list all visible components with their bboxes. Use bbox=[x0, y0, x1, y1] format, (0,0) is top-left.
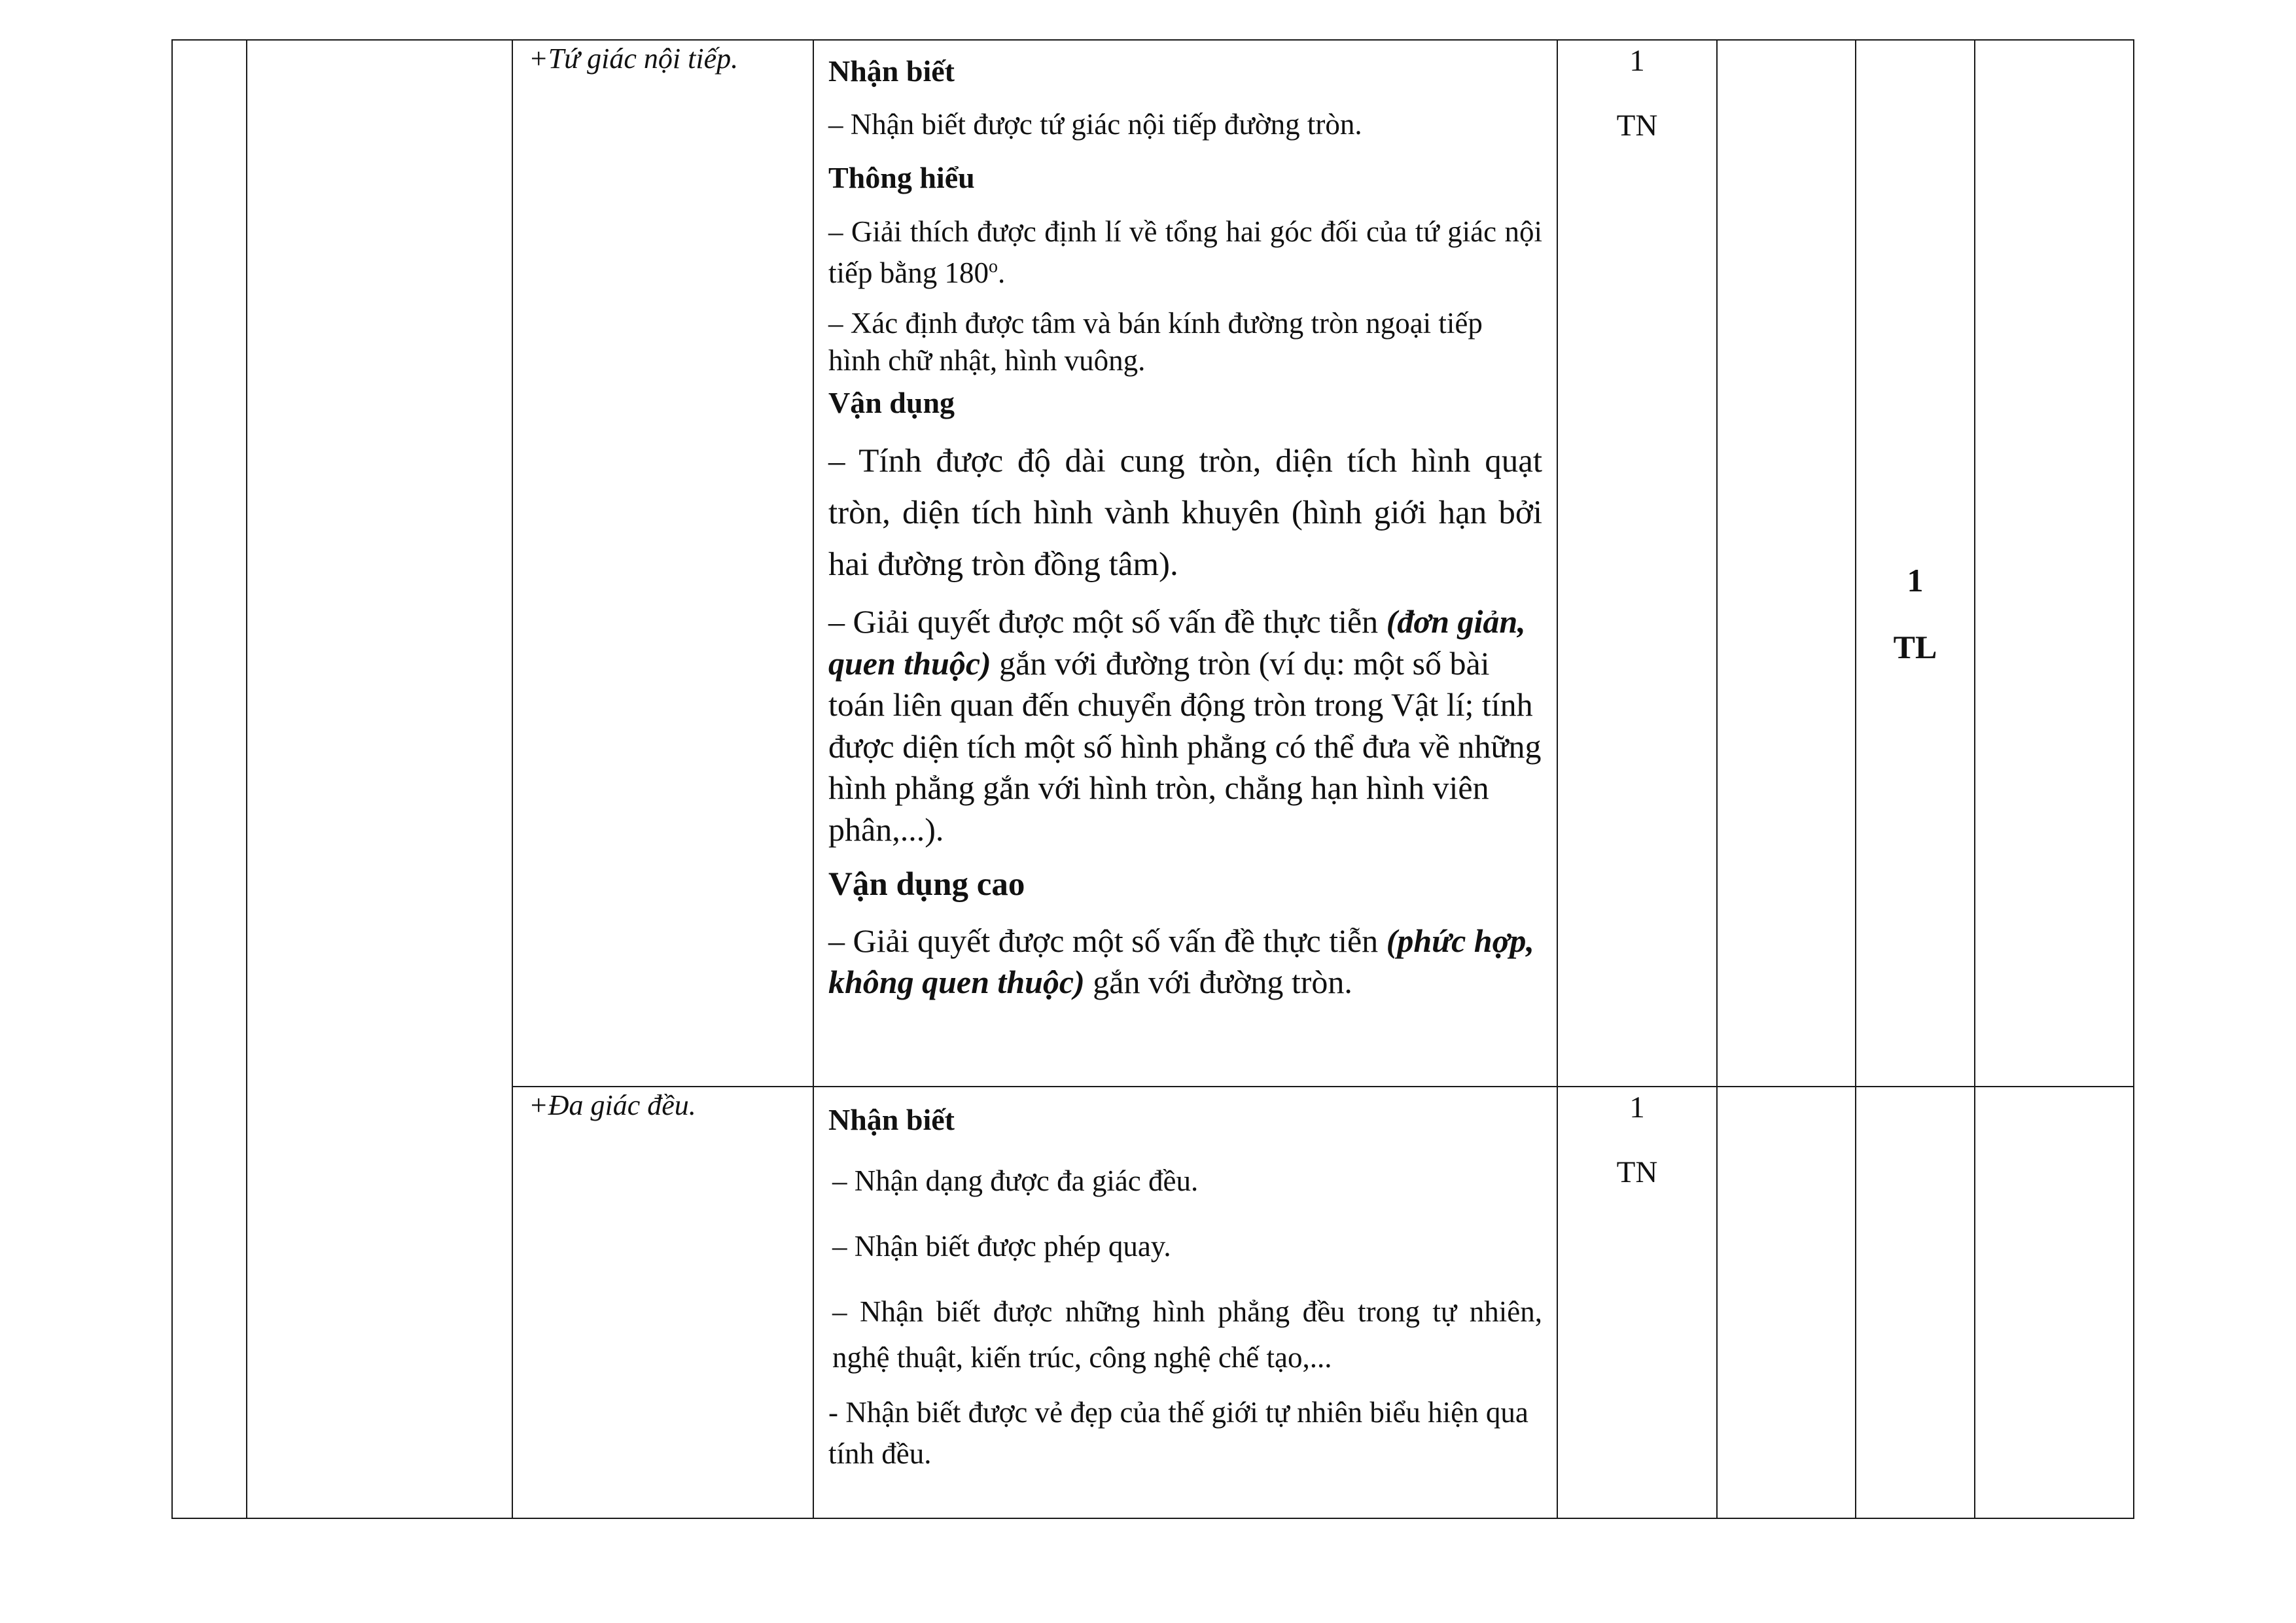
level-heading-nhan-biet: Nhận biết bbox=[828, 54, 955, 88]
matrix-table bbox=[171, 39, 2134, 1519]
level-heading-nhan-biet: Nhận biết bbox=[828, 1103, 955, 1136]
requirement-text: – Giải quyết được một số vấn đề thực tiễn bbox=[828, 603, 1386, 640]
requirement-item: – Nhận dạng được đa giác đều. bbox=[832, 1164, 1199, 1198]
requirement-item: - Nhận biết được vẻ đẹp của thế giới tự nhiên biểu hiện qua tính đều. bbox=[828, 1396, 1528, 1471]
empty-cell bbox=[1975, 1087, 2134, 1518]
topic-cell bbox=[512, 40, 813, 1087]
requirement-text: gắn với đường tròn. bbox=[1084, 964, 1352, 1001]
empty-cell bbox=[1717, 40, 1856, 1087]
empty-cell bbox=[1975, 40, 2134, 1087]
emphasis-text: (phức hợp, không quen thuộc) bbox=[828, 922, 1534, 1001]
period: . bbox=[997, 256, 1006, 290]
requirement-item: – Nhận biết được phép quay. bbox=[832, 1230, 1171, 1263]
requirement-text: – Giải thích được định lí về tổng hai góc đối của tứ giác nội tiếp bằng 180 bbox=[828, 215, 1542, 290]
level-heading-van-dung: Vận dụng bbox=[828, 385, 955, 419]
degree-symbol: o bbox=[988, 256, 998, 277]
requirement-item bbox=[828, 920, 1542, 1003]
question-type: TL bbox=[1893, 629, 1937, 665]
content-cell bbox=[813, 1087, 1557, 1518]
requirement-item: – Nhận biết được tứ giác nội tiếp đường tròn. bbox=[828, 108, 1362, 141]
tl-count-cell bbox=[1856, 40, 1975, 1087]
requirement-item bbox=[828, 601, 1542, 850]
question-type: TN bbox=[1616, 109, 1658, 143]
empty-cell-chapter bbox=[247, 40, 512, 1518]
count-cell bbox=[1557, 1087, 1717, 1518]
requirement-item: – Tính được độ dài cung tròn, diện tích hình quạt tròn, diện tích hình vành khuyên (hình giới hạn bởi hai đường tròn đồng tâm). bbox=[828, 443, 1542, 584]
requirement-item: – Xác định được tâm và bán kính đường tròn ngoại tiếp hình chữ nhật, hình vuông. bbox=[828, 307, 1483, 377]
count-cell bbox=[1557, 40, 1717, 1087]
empty-cell-index bbox=[172, 40, 247, 1518]
content-cell bbox=[813, 40, 1557, 1087]
level-heading-thong-hieu: Thông hiểu bbox=[828, 161, 975, 195]
question-count: 1 bbox=[1629, 44, 1645, 78]
question-type: TN bbox=[1616, 1155, 1658, 1189]
topic-label: +Tứ giác nội tiếp. bbox=[529, 43, 739, 75]
requirement-text: gắn với đường tròn (ví dụ: một số bài toán liên quan đến chuyển động tròn trong Vật lí; tính được diện tích một số hình phẳng có thể đưa về những hình phẳng gắn với hình tròn, chẳng hạn hình viên phân,...). bbox=[828, 644, 1542, 848]
requirement-item bbox=[828, 211, 1542, 295]
table-row bbox=[172, 40, 2134, 1087]
empty-cell bbox=[1717, 1087, 1856, 1518]
topic-label: +Đa giác đều. bbox=[529, 1089, 696, 1121]
requirement-text: – Giải quyết được một số vấn đề thực tiễn bbox=[828, 922, 1386, 959]
emphasis-text: (đơn giản, quen thuộc) bbox=[828, 603, 1526, 682]
question-count: 1 bbox=[1907, 562, 1924, 599]
level-heading-van-dung-cao: Vận dụng cao bbox=[828, 866, 1025, 903]
topic-cell bbox=[512, 1087, 813, 1518]
question-count: 1 bbox=[1629, 1091, 1645, 1125]
empty-cell bbox=[1856, 1087, 1975, 1518]
requirement-item: – Nhận biết được những hình phẳng đều trong tự nhiên, nghệ thuật, kiến trúc, công nghệ chế tạo,... bbox=[832, 1295, 1542, 1374]
